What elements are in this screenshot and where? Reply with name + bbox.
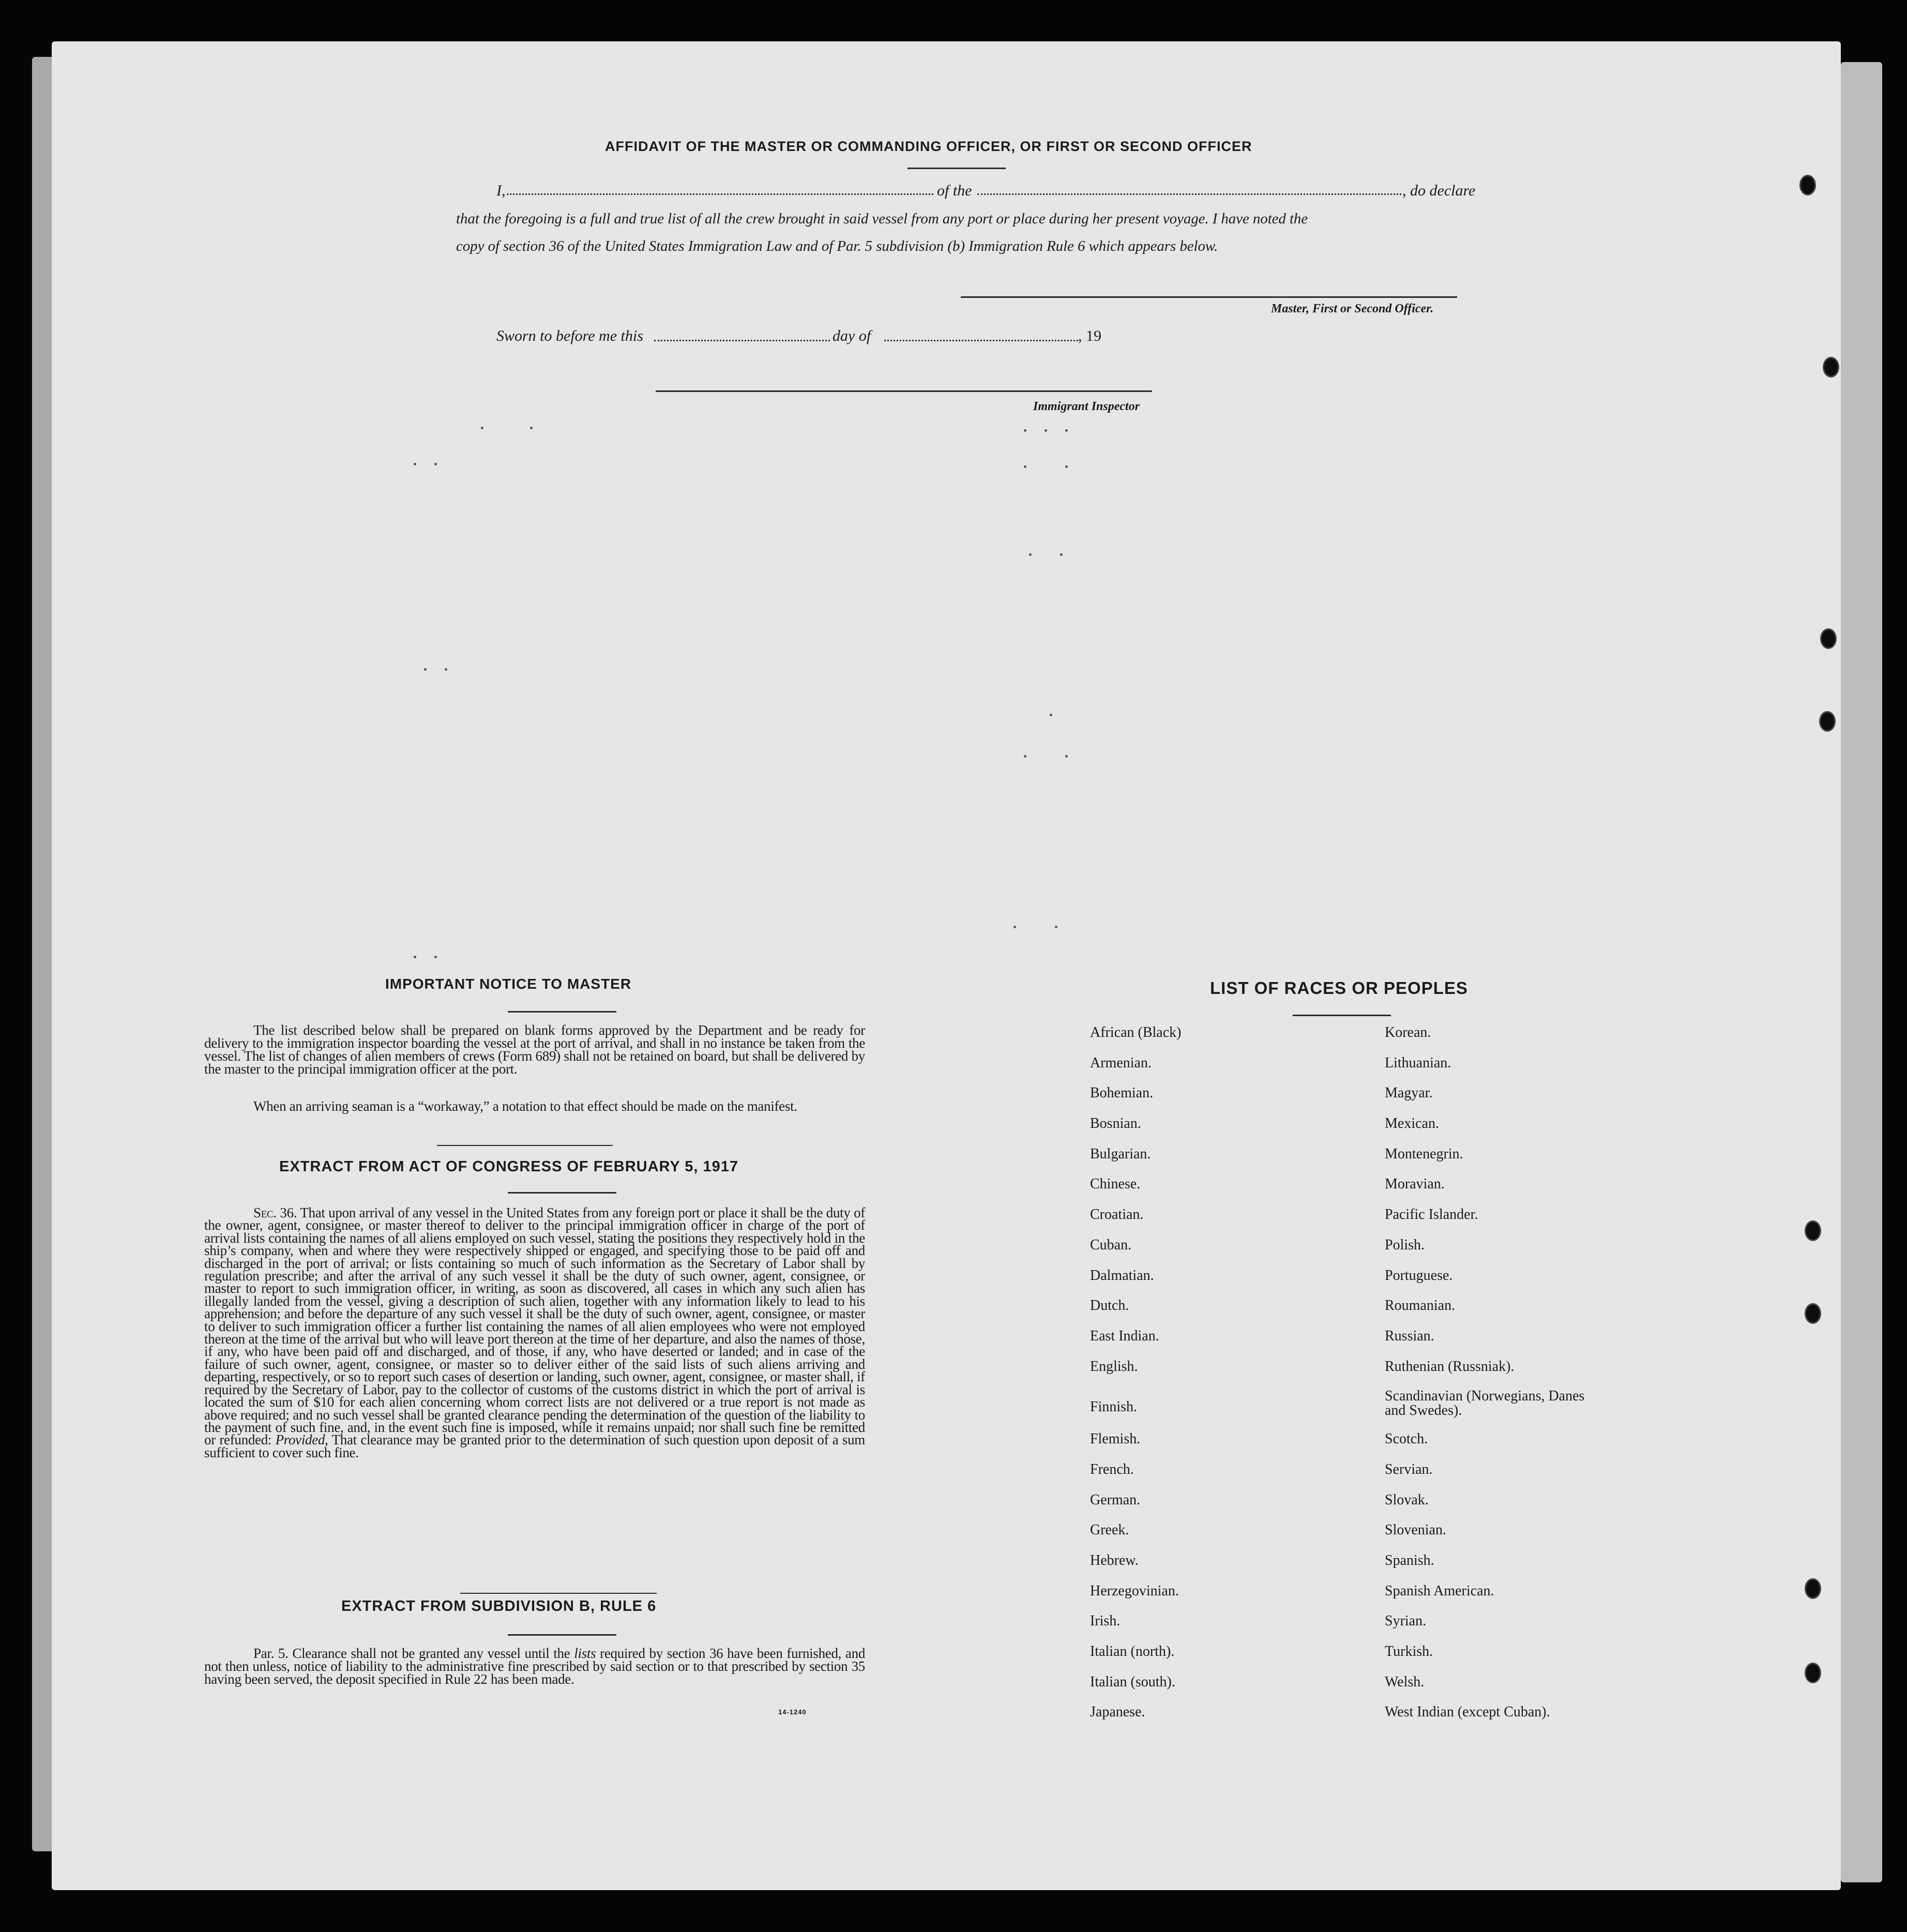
affidavit-name-field[interactable] [507, 191, 933, 195]
scan-speck [424, 668, 427, 671]
race-item: West Indian (except Cuban). [1385, 1704, 1550, 1720]
act-section-36 [204, 1206, 865, 1459]
race-item: Greek. [1090, 1522, 1129, 1538]
race-item: Moravian. [1385, 1176, 1445, 1193]
inspector-label: Immigrant Inspector [1033, 400, 1140, 413]
race-item: Welsh. [1385, 1673, 1425, 1690]
race-item: Korean. [1385, 1024, 1431, 1040]
race-item: German. [1090, 1491, 1141, 1508]
races-title-rule [1293, 1015, 1391, 1016]
binder-hole [1805, 1220, 1821, 1241]
race-item: Herzegovinian. [1090, 1582, 1179, 1599]
race-item: Russian. [1385, 1327, 1434, 1344]
binder-hole [1823, 357, 1839, 378]
binder-hole [1820, 628, 1837, 649]
rule6-text-a: Par. 5. Clearance shall not be granted any vessel until the [253, 1646, 570, 1661]
sworn-month-field[interactable] [884, 338, 1078, 341]
act-section-label: Sec. 36. [253, 1205, 297, 1220]
race-item: Montenegrin. [1385, 1145, 1463, 1162]
affidavit-line1-declare: , do declare [1402, 182, 1476, 199]
race-item: Bosnian. [1090, 1115, 1141, 1132]
race-item: Cuban. [1090, 1236, 1132, 1253]
race-item: Syrian. [1385, 1613, 1427, 1629]
race-item: Lithuanian. [1385, 1054, 1451, 1071]
scan-speck [1024, 755, 1026, 758]
race-item: Croatian. [1090, 1206, 1144, 1223]
page-stack-right-edge [1841, 62, 1882, 1882]
notice-paragraph-2 [204, 1100, 865, 1113]
scan-speck [1065, 755, 1068, 758]
scan-speck [434, 956, 437, 958]
race-item: Magyar. [1385, 1085, 1433, 1101]
race-item: Portuguese. [1385, 1267, 1453, 1284]
sworn-year: , 19 [1078, 327, 1101, 344]
race-item: Slovak. [1385, 1491, 1429, 1508]
race-item: Dalmatian. [1090, 1267, 1154, 1284]
scan-speck [1055, 926, 1057, 928]
rule6-title: EXTRACT FROM SUBDIVISION B, RULE 6 [341, 1598, 657, 1614]
scan-speck [1045, 429, 1047, 432]
notice-title-rule [508, 1011, 616, 1013]
race-item: Servian. [1385, 1461, 1433, 1477]
race-item: Italian (north). [1090, 1643, 1175, 1660]
scan-speck [530, 427, 533, 429]
act-title: EXTRACT FROM ACT OF CONGRESS OF FEBRUARY 5, 1917 [279, 1158, 739, 1175]
scan-speck [481, 427, 483, 429]
affidavit-line2: that the foregoing is a full and true list of all the crew brought in said vessel from any port or place during her present voyage. I have noted the [456, 210, 1308, 227]
race-item: East Indian. [1090, 1327, 1159, 1344]
binder-hole [1805, 1303, 1821, 1324]
act-section-text-end: That clearance may be granted prior to the determination of such question upon deposit of a sum sufficient to cover such fine. [204, 1432, 865, 1460]
race-item: Roumanian. [1385, 1297, 1456, 1314]
race-item: Spanish American. [1385, 1582, 1494, 1599]
race-item: Finnish. [1090, 1399, 1138, 1415]
notice-bottom-rule [437, 1145, 613, 1146]
race-item: Scandinavian (Norwegians, Danes and Swedes). [1385, 1388, 1585, 1419]
notice-para2-text: When an arriving seaman is a “workaway,” a notation to that effect should be made on the manifest. [253, 1098, 797, 1114]
race-item: Ruthenian (Russniak). [1385, 1358, 1515, 1375]
scan-speck [1029, 553, 1032, 556]
notice-paragraph-1 [204, 1024, 865, 1076]
binder-hole [1819, 711, 1836, 732]
race-item: Polish. [1385, 1236, 1425, 1253]
binder-hole [1799, 175, 1816, 195]
race-item: Mexican. [1385, 1115, 1439, 1132]
notice-para1-text: The list described below shall be prepared on blank forms approved by the Department and be ready for delivery to the immigration inspector boarding the vessel at the port of arrival, and shall in no instance be taken from the vessel. The list of changes of alien members of crews (Form 689) shall not be retained on board, but shall be delivered by the master to the principal immigration officer at the port. [204, 1022, 865, 1077]
scan-speck [1050, 714, 1052, 716]
race-item: Italian (south). [1090, 1673, 1175, 1690]
scan-speck [1013, 926, 1016, 928]
rule6-title-rule [508, 1634, 616, 1636]
scan-speck [1065, 465, 1068, 468]
scan-speck [1065, 429, 1068, 432]
race-item: Bohemian. [1090, 1085, 1154, 1101]
race-item: Chinese. [1090, 1176, 1141, 1193]
document-page [52, 41, 1841, 1890]
race-item: Hebrew. [1090, 1552, 1139, 1568]
sworn-day-of: day of [833, 327, 871, 344]
master-signature-line[interactable] [961, 296, 1457, 298]
races-column-2 [1385, 1025, 1674, 1735]
notice-title: IMPORTANT NOTICE TO MASTER [385, 976, 632, 992]
act-title-rule [508, 1192, 616, 1194]
scan-speck [1024, 465, 1026, 468]
sworn-prefix: Sworn to before me this [496, 327, 643, 344]
scan-speck [1060, 553, 1063, 556]
race-item: Armenian. [1090, 1054, 1152, 1071]
race-item: Pacific Islander. [1385, 1206, 1478, 1223]
affidavit-vessel-field[interactable] [977, 191, 1401, 195]
affidavit-title: AFFIDAVIT OF THE MASTER OR COMMANDING OFFICER, OR FIRST OR SECOND OFFICER [605, 139, 1252, 154]
race-item: Irish. [1090, 1613, 1121, 1629]
binder-hole [1805, 1578, 1821, 1599]
race-item: Scotch. [1385, 1431, 1428, 1447]
act-section-text: That upon arrival of any vessel in the United States from any foreign port or place it shall be the duty of the owner, agent, consignee, or master thereof to deliver to the principal immigration officer in charge of the port of arrival lists containing the names of all aliens employed on such vessel, stating the positions they respectively hold in the ship’s company, when and where they were respectively shipped or engaged, and specifying those to be paid off and discharged in the port of arrival; or lists containing so much of such information as the Secretary of Labor shall by regulation prescribe; and after the arrival of any such vessel it shall be the duty of such owner, agent, consignee, or master to report to such immigration officer, in writing, as soon as discovered, all cases in which any such alien has illegally landed from the vessel, giving a description of such alien, together with any information likely to lead to his apprehension; and before the departure of any such vessel it shall be the duty of such owner, agent, consignee, or master to deliver to such immigration officer a further list containing the names of all alien employees who were not employed thereon at the time of the arrival but who will leave port thereon at the time of her departure, and also the names of those, if any, who have been paid off and discharged, and of those, if any, who have deserted or landed; and in case of the failure of such owner, agent, consignee, or master so to deliver either of the said lists of such aliens arriving and departing, respectively, or so to report such cases of desertion or landing, such owner, agent, consignee, or master shall, if required by the Secretary of Labor, pay to the collector of customs of the customs district in which the port of arrival is located the sum of $10 for each alien concerning whom correct lists are not delivered or a true report is not made as above required; and no such vessel shall be granted clearance pending the determination of the question of the liability to the payment of such fine, and, in the event such fine is imposed, while it remains unpaid; nor shall such fine be remitted or refunded: [204, 1205, 865, 1448]
act-bottom-rule [460, 1593, 657, 1594]
act-provided: Provided, [275, 1432, 328, 1448]
affidavit-line1-i: I, [496, 182, 506, 199]
races-column-1 [1090, 1025, 1359, 1735]
races-title: LIST OF RACES OR PEOPLES [1210, 978, 1468, 998]
scan-speck [445, 668, 447, 671]
scan-speck [434, 463, 437, 465]
scan-speck [414, 956, 416, 958]
rule6-lists: lists [574, 1646, 596, 1661]
race-item: French. [1090, 1461, 1134, 1477]
affidavit-line3: copy of section 36 of the United States Immigration Law and of Par. 5 subdivision (b) Immigration Rule 6 which appears below. [456, 238, 1218, 254]
sworn-day-field[interactable] [654, 338, 830, 341]
rule6-text-b: required by section 36 have been furnished, and not then unless, notice of liability to the administrative fine prescribed by said section or to that prescribed by section 35 having been served, the deposit specified in Rule 22 has been made. [204, 1646, 866, 1687]
binder-hole [1805, 1663, 1821, 1683]
race-item: Turkish. [1385, 1643, 1433, 1660]
scan-speck [1024, 429, 1026, 432]
master-signature-label: Master, First or Second Officer. [1271, 302, 1434, 315]
race-item: African (Black) [1090, 1024, 1182, 1040]
rule6-paragraph [204, 1647, 865, 1686]
race-item: Flemish. [1090, 1431, 1141, 1447]
form-number: 14-1240 [778, 1708, 807, 1716]
race-item: English. [1090, 1358, 1138, 1375]
race-item: Dutch. [1090, 1297, 1129, 1314]
race-item: Slovenian. [1385, 1522, 1446, 1538]
affidavit-line1-of-the: of the [937, 182, 972, 199]
scan-speck [414, 463, 416, 465]
race-item: Spanish. [1385, 1552, 1434, 1568]
affidavit-title-rule [907, 168, 1006, 169]
race-item: Japanese. [1090, 1704, 1145, 1720]
inspector-signature-line[interactable] [656, 390, 1152, 392]
race-item: Bulgarian. [1090, 1145, 1151, 1162]
